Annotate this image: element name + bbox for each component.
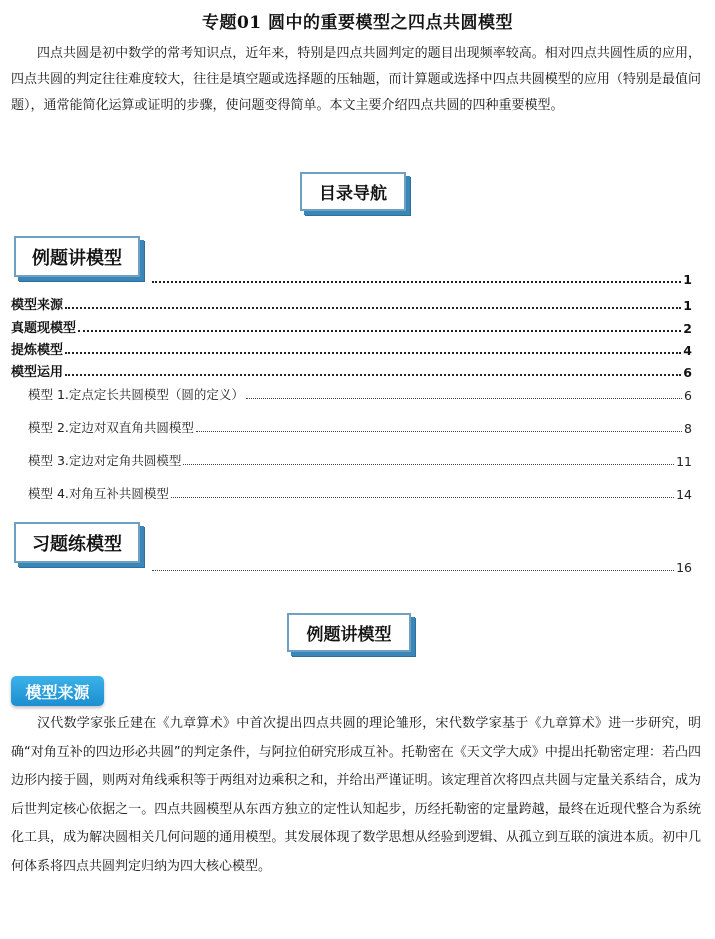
toc-page-number: 1 [683, 272, 692, 287]
toc-leader [246, 398, 682, 399]
source-paragraph: 汉代数学家张丘建在《九章算术》中首次提出四点共圆的理论雏形，宋代数学家基于《九章算术》进一步研究，明确“对角互补的四边形必共圆”的判定条件，与阿拉伯研究形成互补。托勒密在《天文学大成》中提出托勒密定理：若凸四边形内接于圆，则两对角线乘积等于两组对边乘积之和，并给出严谨证明。该定理首次将四点共圆与定量关系结合，成为后世判定核心依据之一。四点共圆模型从东西方独立的定性认知起步，历经托勒密的定量跨越，最终在近现代整合为系统化工具，成为解决圆相关几何问题的通用模型。其发展体现了数学思想从经验到逻辑、从孤立到互联的演进本质。初中几何体系将四点共圆判定归纳为四大核心模型。 [11, 716, 701, 874]
toc-page-number: 6 [684, 388, 692, 403]
toc-entry-model-4[interactable] [28, 484, 692, 502]
toc-leader [78, 330, 681, 332]
toc-leader [65, 307, 681, 309]
toc-entry-practice[interactable] [150, 560, 692, 575]
toc-entry-model-1[interactable] [28, 385, 692, 403]
toc-leader [65, 374, 681, 376]
toc-entry-label: 模型运用 [11, 365, 64, 380]
toc-entry-label: 提炼模型 [11, 343, 64, 358]
toc-leader [171, 497, 674, 498]
toc-entry-real-exam[interactable] [11, 317, 692, 336]
toc-leader [152, 281, 681, 283]
toc-page-number: 16 [676, 560, 692, 575]
section-heading: 例题讲模型 [287, 613, 411, 652]
toc-entry-label: 模型 2.定边对双直角共圆模型 [28, 420, 194, 435]
toc-page-number: 1 [683, 298, 692, 313]
toc-entry-apply[interactable] [11, 361, 692, 380]
toc-entry-model-3[interactable] [28, 451, 692, 469]
toc-page-number: 14 [676, 487, 692, 502]
toc-page-number: 11 [676, 454, 692, 469]
toc-entry-label: 模型 3.定边对定角共圆模型 [28, 453, 182, 468]
toc-entry-label: 模型 4.对角互补共圆模型 [28, 486, 169, 501]
toc-page-number: 8 [684, 421, 692, 436]
toc-entry-refine[interactable] [11, 339, 692, 358]
toc-example-heading: 例题讲模型 [14, 236, 140, 277]
toc-page-number: 2 [683, 321, 692, 336]
toc-page-number: 4 [683, 343, 692, 358]
toc-leader [65, 352, 681, 354]
toc-entry-label: 模型来源 [11, 298, 64, 313]
toc-entry-label: 真题现模型 [11, 321, 77, 336]
toc-entry-example[interactable] [150, 272, 692, 287]
nav-heading: 目录导航 [300, 172, 406, 211]
source-tag: 模型来源 [11, 676, 104, 706]
toc-practice-heading: 习题练模型 [14, 522, 140, 563]
toc-leader [152, 570, 674, 571]
toc-entry-source[interactable] [11, 294, 692, 313]
toc-leader [196, 431, 682, 432]
page-title: 专题01 圆中的重要模型之四点共圆模型 [201, 13, 514, 33]
toc-entry-label: 模型 1.定点定长共圆模型（圆的定义） [28, 387, 244, 402]
toc-entry-model-2[interactable] [28, 418, 692, 436]
intro-paragraph: 四点共圆是初中数学的常考知识点，近年来，特别是四点共圆判定的题目出现频率较高。相对四点共圆性质的应用，四点共圆的判定往往难度较大，往往是填空题或选择题的压轴题，而计算题或选择中四点共圆模型的应用（特别是最值问题），通常能简化运算或证明的步骤，使问题变得简单。本文主要介绍四点共圆的四种重要模型。 [11, 46, 701, 113]
toc-page-number: 6 [683, 365, 692, 380]
toc-leader [183, 464, 674, 465]
